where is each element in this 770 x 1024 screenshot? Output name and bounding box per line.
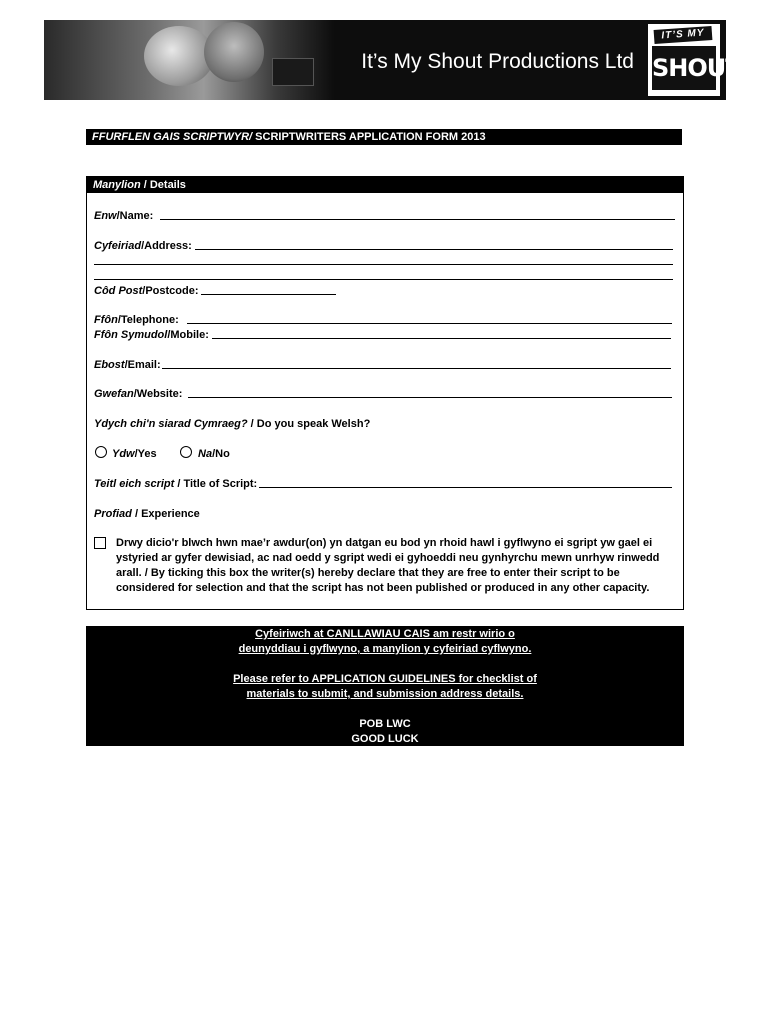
name-label — [94, 209, 153, 223]
script-title-label — [94, 477, 257, 491]
address-label-english: /Address: — [141, 240, 192, 252]
yes-radio[interactable] — [95, 446, 107, 458]
address-label-welsh: Cyfeiriad — [94, 240, 142, 252]
mobile-label-english: /Mobile: — [167, 329, 209, 341]
declaration-text: Drwy dicio'r blwch hwn mae’r awdur(on) yn datgan eu bod yn rhoid hawl i gyflwyno ei sgript yw gael ei ystyried ar gyfer dewisiad, ac nad oedd y sgript wedi ei gyhoeddi neu gynhyrchu mewn unrhyw rinwedd arall. / By ticking this box the writer(s) hereby declare that they are free to enter their script to be considered for selection and that the script has not been published or produced in any other capacity. — [116, 537, 660, 594]
logo-bottom-text: SHOUT — [652, 46, 716, 90]
guidelines-box — [86, 626, 684, 746]
form-title — [86, 129, 682, 145]
telephone-field[interactable] — [187, 323, 672, 324]
header-photo — [44, 20, 334, 100]
speak-welsh-question-welsh: Ydych chi'n siarad Cymraeg? — [94, 418, 248, 430]
guidelines-english-line-2: materials to submit, and submission address details. — [246, 688, 524, 700]
name-field[interactable] — [160, 219, 675, 220]
email-label — [94, 358, 161, 372]
details-header-english: / Details — [140, 179, 186, 191]
website-label-english: /Website: — [133, 388, 183, 400]
speak-welsh-question-english: / Do you speak Welsh? — [247, 418, 371, 430]
good-luck-english: GOOD LUCK — [351, 733, 419, 745]
details-header — [87, 177, 683, 193]
script-title-field[interactable] — [259, 487, 672, 488]
no-label-english: /No — [212, 448, 230, 460]
yes-label — [112, 447, 157, 461]
declaration-checkbox[interactable] — [94, 537, 106, 549]
email-label-welsh: Ebost — [94, 359, 125, 371]
person-head-image — [204, 22, 264, 82]
postcode-field[interactable] — [201, 294, 336, 295]
postcode-label-english: /Postcode: — [142, 285, 199, 297]
yes-label-welsh: Ydw — [112, 448, 135, 460]
experience-label-welsh: Profiad — [94, 508, 132, 520]
guidelines-english-line-1: Please refer to APPLICATION GUIDELINES for checklist of — [233, 673, 537, 685]
no-radio[interactable] — [180, 446, 192, 458]
postcode-label — [94, 284, 199, 298]
name-label-welsh: Enw — [94, 210, 117, 222]
details-header-welsh: Manylion — [93, 179, 141, 191]
address-field-line-3[interactable] — [94, 279, 673, 280]
its-my-shout-logo — [648, 24, 741, 96]
name-label-english: /Name: — [116, 210, 154, 222]
mobile-label — [94, 328, 209, 342]
address-label — [94, 239, 192, 253]
speak-welsh-question — [94, 417, 370, 431]
website-field[interactable] — [188, 397, 672, 398]
company-name: It’s My Shout Productions Ltd — [361, 50, 634, 73]
email-label-english: /Email: — [124, 359, 161, 371]
experience-label — [94, 507, 200, 521]
header-banner — [44, 20, 741, 100]
form-title-welsh: FFURFLEN GAIS SCRIPTWYR/ — [92, 131, 253, 143]
camera-image — [272, 58, 314, 86]
script-title-label-english: / Title of Script: — [174, 478, 258, 490]
logo-top-text: IT’S MY — [654, 26, 713, 44]
guidelines-welsh-line-2: deunyddiau i gyflwyno, a manylion y cyfeiriad cyflwyno. — [238, 643, 532, 655]
website-label-welsh: Gwefan — [94, 388, 134, 400]
postcode-label-welsh: Côd Post — [94, 285, 143, 297]
good-luck-welsh: POB LWC — [359, 718, 411, 730]
form-title-english: SCRIPTWRITERS APPLICATION FORM 2013 — [252, 131, 486, 143]
experience-label-english: / Experience — [131, 508, 200, 520]
telephone-label-english: /Telephone: — [117, 314, 179, 326]
website-label — [94, 387, 182, 401]
no-label — [198, 447, 230, 461]
address-field-line-1[interactable] — [195, 249, 673, 250]
yes-label-english: /Yes — [134, 448, 157, 460]
script-title-label-welsh: Teitl eich script — [94, 478, 175, 490]
address-field-line-2[interactable] — [94, 264, 673, 265]
mobile-label-welsh: Ffôn Symudol — [94, 329, 168, 341]
guidelines-welsh-line-1: Cyfeiriwch at CANLLAWIAU CAIS am restr wirio o — [255, 628, 515, 640]
telephone-label-welsh: Ffôn — [94, 314, 118, 326]
no-label-welsh: Na — [198, 448, 213, 460]
mobile-field[interactable] — [212, 338, 671, 339]
telephone-label — [94, 313, 179, 327]
email-field[interactable] — [162, 368, 671, 369]
